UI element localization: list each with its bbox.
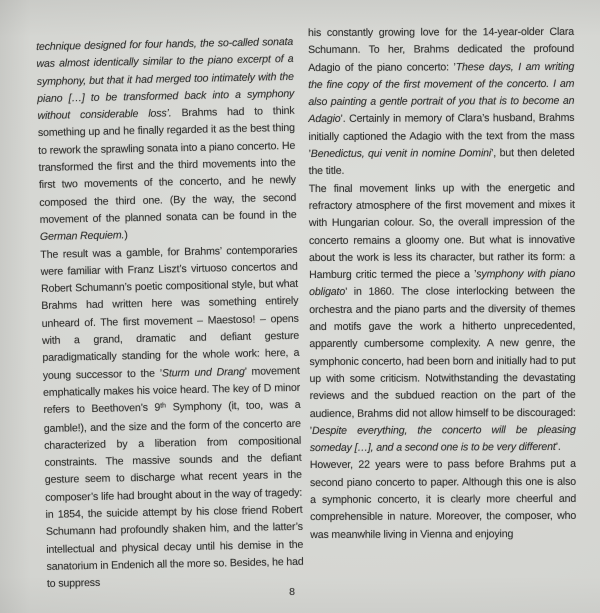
paragraph	[40, 241, 304, 593]
text-segment: ’.	[555, 441, 561, 454]
text-segment: ’ movement emphatically makes his voice heard. The key of D minor refers to Beethoven’s 9	[42, 364, 301, 417]
text-segment: The final movement links up with the energetic and refractory atmosphere of the first movement and mixes it with Hungarian colour. So, the overall impression of the concerto remains a gloomy one. But what is innovative about the work is less its character, but rather its form: a Hamburg critic termed the piece a ’	[308, 181, 576, 282]
text-segment: symphony with piano obligato	[309, 267, 576, 299]
paragraph	[309, 180, 576, 458]
text-segment: However, 22 years were to pass before Brahms put a second piano concerto to paper. Although this one is also a symphonic concerto, it is clearly more cheerful and comprehensible in nature. Moreover, the composer, who was meanwhile living in Vienna and enjoying	[309, 458, 577, 541]
text-column-left	[36, 34, 304, 594]
page-number: 8	[289, 586, 295, 598]
text-segment: ’. Certainly in memory of Clara’s husband, Brahms initially captioned the Adagio with the text from the mass ’	[308, 112, 575, 161]
text-segment: th	[160, 402, 167, 410]
text-segment: Sturm und Drang	[161, 365, 245, 380]
text-segment: technique designed for four hands, the so-called sonata was almost identically similar to the piano excerpt of a symphony, but that it had merged too intimately with the piano […] to be transformed back into a symphony without considerable loss’.	[36, 35, 295, 123]
text-segment: Benedictus, qui venit in nomine Domini	[310, 147, 492, 161]
text-segment: German Requiem.	[39, 229, 125, 244]
text-segment: Despite everything, the concerto will be pleasing someday […], and a second one is to be very different	[309, 423, 576, 455]
text-segment: his constantly growing love for the 14-year-older Clara Schumann. To her, Brahms dedicated the profound Adagio of the piano concerto: ’	[308, 25, 575, 74]
text-segment: Brahms had to think something up and he finally regarded it as the best thing to rework the sprawling sonata into a piano concerto. He transformed the first and the third movements into the first two movements of the concerto, and he newly composed the third one. (By the way, the second movement of the planned sonata can be found in the	[37, 105, 297, 226]
paragraph	[310, 456, 576, 544]
text-column-right	[308, 24, 576, 544]
text-segment: The result was a gamble, for Brahms’ contemporaries were familiar with Franz Liszt’s virtuoso concertos and Robert Schumann’s poetic compositional style, but what Brahms had written here was something entirely unheard of. The first movement – Maestoso! – opens with a grand, dramatic and defiant gesture paradigmatically standing for the whole work: here, a young successor to the ’	[40, 243, 300, 382]
text-segment: Symphony (it, too, was a gamble!), and the size and the form of the concerto are characterized by a liberation from compositional constraints. The massive sounds and the defiant gesture seem to discharge what recent years in the composer’s life had brought about in the way of tragedy: in 1854, the suicide attempt by his close friend Robert Schumann had profoundly shaken him, and the latter’s intellectual and physical decay until his demise in the sanatorium in Endenich all the more so. Besides, he had to suppress	[43, 399, 304, 591]
text-segment: These days, I am writing the fine copy of the first movement of the concerto. I am also painting a gentle portrait of you that is to become an Adagio	[308, 60, 575, 126]
text-segment: )	[124, 229, 128, 242]
text-segment: ’, but then deleted the title.	[308, 146, 575, 178]
paragraph	[36, 34, 297, 247]
paragraph	[308, 24, 575, 181]
text-segment: ’ in 1860. The close interlocking between the orchestra and the piano parts and the diversity of themes and motifs gave the work a hitherto unprecedented, apparently cumbersome complexity. A new genre, the symphonic concerto, had been born and initially had to put up with some criticism. Notwithstanding the devastating reviews and the subdued reaction on the part of the audience, Brahms did not allow himself to be discouraged: ’	[309, 285, 576, 437]
